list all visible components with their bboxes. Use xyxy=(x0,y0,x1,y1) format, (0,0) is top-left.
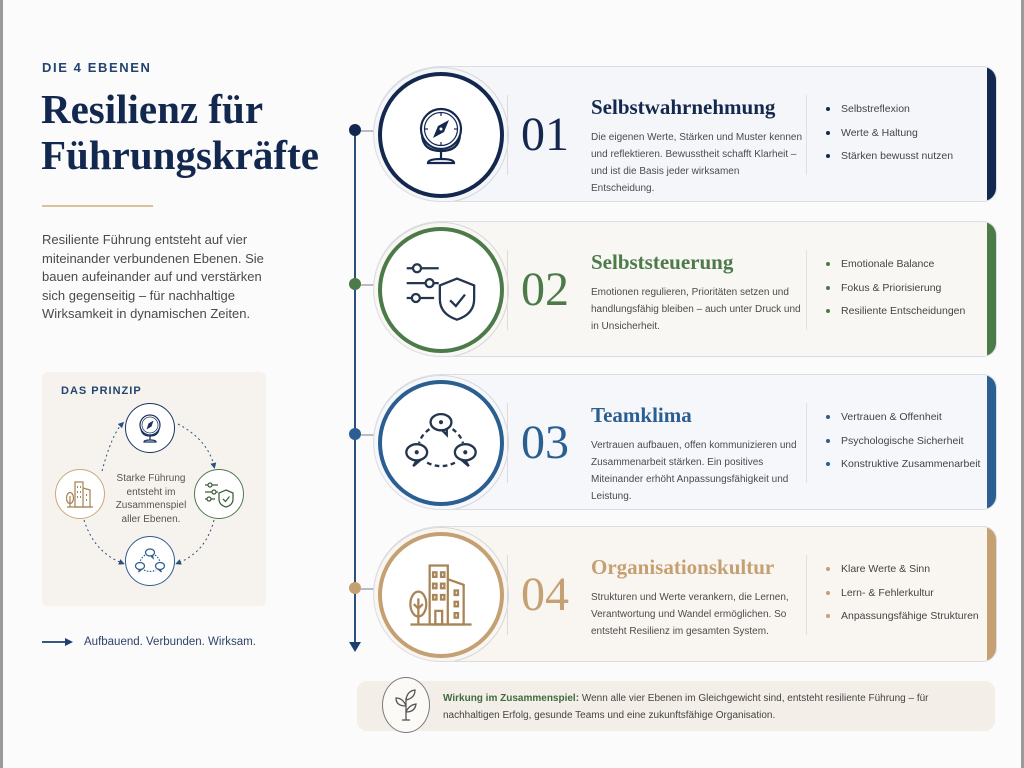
principle-panel xyxy=(42,372,266,606)
level-title: Organisationskultur xyxy=(591,555,775,579)
principle-center-text: Starke Führung entsteht im Zusammenspiel aller Ebenen. xyxy=(115,473,187,525)
bullet-dot-icon xyxy=(826,614,830,618)
bullet-item xyxy=(826,610,979,622)
level-bullets xyxy=(826,563,979,634)
bullet-dot-icon xyxy=(826,567,830,571)
card-divider xyxy=(806,555,807,635)
level-description: Die eigenen Werte, Stärken und Muster kennen und reflektieren. Bewusstheit schafft Klarheit – und ist die Basis jeder wirksamen Entscheidung. xyxy=(591,132,803,194)
timeline-dot-01 xyxy=(349,124,361,136)
bullet-item xyxy=(826,305,965,317)
bullet-text: Vertrauen & Offenheit xyxy=(841,411,942,423)
bullet-dot-icon xyxy=(826,462,830,466)
card-divider xyxy=(806,250,807,330)
level-title: Selbstwahrnehmung xyxy=(591,95,776,119)
bullet-text: Selbstreflexion xyxy=(841,103,910,115)
level-number: 04 xyxy=(521,568,569,621)
sprout-icon xyxy=(393,688,419,722)
compass-mirror-icon xyxy=(135,412,165,444)
bullet-dot-icon xyxy=(826,591,830,595)
summary-body: Wenn alle vier Ebenen im Gleichgewicht sind, entsteht resiliente Führung – für nachhaltigen Erfolg, gesunde Teams und eine zukunftsfähige Organisation. xyxy=(443,693,929,721)
accent-bar xyxy=(987,222,996,356)
level-title: Teamklima xyxy=(591,403,692,427)
bullet-text: Resiliente Entscheidungen xyxy=(841,305,966,317)
bullet-item xyxy=(826,587,979,599)
level-description: Strukturen und Werte verankern, die Lernen, Verantwortung und Wandel ermöglichen. So entsteht Resilienz im gesamten System. xyxy=(591,592,789,637)
timeline-line xyxy=(354,130,356,644)
building-tree-icon xyxy=(65,479,95,509)
level-card-selbststeuerung xyxy=(373,221,997,357)
bullet-item xyxy=(826,563,979,575)
tagline xyxy=(42,636,256,648)
page-title: Resilienz für Führungskräfte xyxy=(41,86,319,178)
level-card-organisationskultur xyxy=(373,526,997,662)
bullet-dot-icon xyxy=(826,107,830,111)
bullet-item xyxy=(826,127,953,139)
sprout-icon-circle xyxy=(382,677,430,733)
bullet-text: Klare Werte & Sinn xyxy=(841,563,931,575)
card-divider xyxy=(507,555,508,635)
speech-bubbles-icon xyxy=(134,547,166,575)
level-description: Emotionen regulieren, Prioritäten setzen und handlungsfähig bleiben – auch unter Druck und in Unsicherheit. xyxy=(591,287,801,332)
card-divider xyxy=(806,403,807,483)
card-divider xyxy=(806,95,807,175)
principle-node-teamklima xyxy=(125,536,175,586)
level-number: 02 xyxy=(521,263,569,316)
bullet-text: Stärken bewusst nutzen xyxy=(841,150,954,162)
accent-bar xyxy=(987,67,996,201)
summary-box xyxy=(357,681,995,731)
sliders-shield-icon xyxy=(403,258,479,322)
compass-mirror-icon xyxy=(411,102,471,168)
bullet-dot-icon xyxy=(826,286,830,290)
bullet-dot-icon xyxy=(826,309,830,313)
level-icon-circle xyxy=(378,227,504,353)
bullet-text: Anpassungsfähige Strukturen xyxy=(841,610,979,622)
level-description: Vertrauen aufbauen, offen kommunizieren und Zusammenarbeit stärken. Ein positives Miteinander erhöht Anpassungsfähigkeit und Leistung. xyxy=(591,440,797,502)
bullet-dot-icon xyxy=(826,415,830,419)
bullet-item xyxy=(826,435,980,447)
bullet-item xyxy=(826,458,980,470)
level-icon-circle xyxy=(378,532,504,658)
level-number: 01 xyxy=(521,108,569,161)
bullet-text: Werte & Haltung xyxy=(841,126,918,139)
bullet-text: Konstruktive Zusammenarbeit xyxy=(841,458,981,470)
level-number: 03 xyxy=(521,416,569,469)
level-bullets xyxy=(826,103,953,174)
principle-title: DAS PRINZIP xyxy=(61,385,142,397)
principle-node-organisationskultur xyxy=(55,469,105,519)
card-divider xyxy=(507,250,508,330)
bullet-item xyxy=(826,258,965,270)
level-bullets xyxy=(826,258,965,329)
summary-lead: Wirkung im Zusammenspiel: xyxy=(443,693,580,704)
bullet-item xyxy=(826,103,953,115)
bullet-dot-icon xyxy=(826,154,830,158)
bullet-text: Emotionale Balance xyxy=(841,258,935,270)
timeline-arrow-down-icon xyxy=(349,642,361,652)
eyebrow-label: DIE 4 EBENEN xyxy=(42,60,152,75)
timeline-dot-03 xyxy=(349,428,361,440)
bullet-item xyxy=(826,282,965,294)
bullet-text: Lern- & Fehlerkultur xyxy=(841,586,934,599)
summary-text xyxy=(443,690,963,724)
card-divider xyxy=(507,95,508,175)
accent-bar xyxy=(987,527,996,661)
speech-bubbles-icon xyxy=(404,410,478,476)
bullet-text: Psychologische Sicherheit xyxy=(841,434,964,447)
title-divider xyxy=(42,205,153,207)
level-card-teamklima xyxy=(373,374,997,510)
building-tree-icon xyxy=(407,561,475,629)
bullet-item xyxy=(826,150,953,162)
accent-bar xyxy=(987,375,996,509)
bullet-dot-icon xyxy=(826,131,830,135)
level-title: Selbststeuerung xyxy=(591,250,734,274)
principle-node-selbstwahrnehmung xyxy=(125,403,175,453)
card-divider xyxy=(507,403,508,483)
bullet-dot-icon xyxy=(826,262,830,266)
timeline-dot-02 xyxy=(349,278,361,290)
level-icon-circle xyxy=(378,72,504,198)
level-bullets xyxy=(826,411,980,482)
bullet-item xyxy=(826,411,980,423)
timeline-dot-04 xyxy=(349,582,361,594)
tagline-text: Aufbauend. Verbunden. Wirksam. xyxy=(84,636,256,648)
sliders-shield-icon xyxy=(203,480,235,508)
level-card-selbstwahrnehmung xyxy=(373,66,997,202)
level-icon-circle xyxy=(378,380,504,506)
bullet-text: Fokus & Priorisierung xyxy=(841,281,942,294)
intro-text: Resiliente Führung entsteht auf vier miteinander verbundenen Ebenen. Sie bauen aufeinander auf und verstärken sich gegenseitig – für nachhaltige Wirksamkeit in dynamischen Zeiten. xyxy=(42,232,264,321)
principle-node-selbststeuerung xyxy=(194,469,244,519)
bullet-dot-icon xyxy=(826,439,830,443)
arrow-right-icon xyxy=(42,637,74,647)
